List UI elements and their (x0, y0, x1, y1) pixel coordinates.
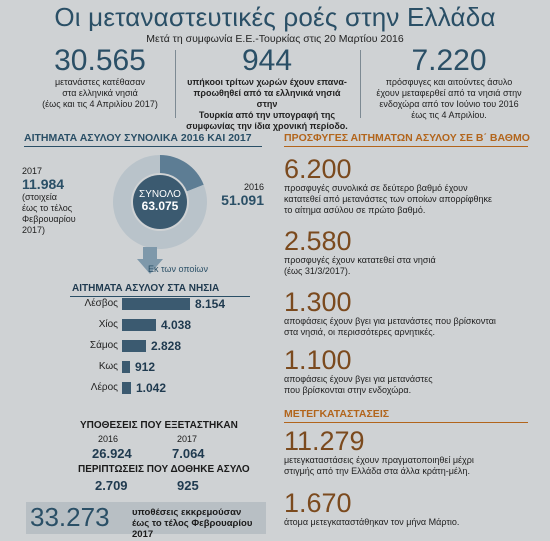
relocation-text: στιγμής από την Ελλάδα στα άλλα κράτη-μέλη. (284, 466, 470, 476)
top-stat-2-line: συμφωνίας την ίδια χρονική περίοδο. (186, 121, 348, 131)
bar-label-Κως: Κως (98, 361, 118, 372)
examined-value-2017: 7.064 (172, 446, 205, 461)
pending-text: έως το τέλος Φεβρουαρίου 2017 (132, 518, 253, 540)
top-stat-1-line: μετανάστες κατέθασαν (54, 77, 146, 87)
pending-text: υποθέσεις εκκρεμούσαν (132, 507, 242, 518)
appeal-number: 1.100 (284, 345, 352, 375)
top-stat-3-line: ενδοχώρα από τον Ιούνιο του 2016 (379, 99, 519, 109)
relocation-text: άτομα μετεγκαταστάθηκαν τον μήνα Μάρτιο. (284, 517, 460, 527)
relocation-text: μετεγκαταστάσεις έχουν πραγματοποιηθεί μέχρι (284, 455, 474, 465)
asylum-2017-year: 2017 (22, 166, 43, 176)
top-stat-2-number: 944 (241, 44, 293, 77)
appeal-number: 6.200 (284, 154, 352, 184)
appeal-number: 2.580 (284, 226, 352, 256)
top-stat-1-line: στα ελληνικά νησιά (62, 88, 138, 98)
appeals-header-rule (284, 146, 528, 147)
page-title: Οι μεταναστευτικές ροές στην Ελλάδα (54, 2, 496, 32)
appeal-text: αποφάσεις έχουν βγει για μετανάστες που βρίσκονται (284, 316, 496, 326)
top-stat-1 (30, 46, 170, 110)
granted-header: ΠΕΡΙΠΤΩΣΕΙΣ ΠΟΥ ΔΟΘΗΚΕ ΑΣΥΛΟ (78, 464, 250, 475)
examined-header: ΥΠΟΘΕΣΕΙΣ ΠΟΥ ΕΞΕΤΑΣΤΗΚΑΝ (80, 420, 238, 431)
bar-value-Σάμος: 2.828 (151, 339, 182, 353)
pending-number: 33.273 (30, 502, 110, 532)
asylum-2017-note: 2017) (22, 225, 46, 235)
page-subtitle: Μετά τη συμφωνία Ε.Ε.-Τουρκίας στις 20 Μαρτίου 2016 (146, 33, 404, 45)
relocations-header: ΜΕΤΕΓΚΑΤΑΣΤΑΣΕΙΣ (284, 408, 390, 420)
appeal-text: προσφυγές συνολικά σε δεύτερο βαθμό έχουν (284, 183, 468, 193)
asylum-2017-note: Φεβρουαρίου (22, 214, 76, 224)
top-stat-2-line: Τουρκία από την υπογραφή της (198, 110, 336, 120)
bar-label-Λέσβος: Λέσβος (84, 298, 118, 309)
bar-Σάμος (122, 340, 146, 352)
granted-value-2017: 925 (177, 478, 199, 493)
bar-Λέσβος (122, 298, 190, 310)
divider (360, 50, 361, 118)
relocation-number: 11.279 (284, 426, 365, 456)
bar-label-Σάμος: Σάμος (89, 340, 118, 351)
bar-value-Λέσβος: 8.154 (195, 297, 226, 311)
top-stat-3-line: έως τις 4 Απριλίου. (411, 110, 487, 120)
top-stat-1-line: (έως και τις 4 Απριλίου 2017) (42, 99, 158, 109)
top-stat-2 (182, 46, 352, 132)
relocation-number: 1.670 (284, 488, 352, 518)
appeals-header: ΠΡΟΣΦΥΓΕΣ ΑΙΤΗΜΑΤΩΝ ΑΣΥΛΟΥ ΣΕ Β΄ ΒΑΘΜΟ (284, 132, 530, 144)
bar-label-Χίος: Χίος (98, 319, 118, 330)
appeal-item (284, 347, 534, 396)
appeal-text: το αίτημα ασύλου σε πρώτο βαθμό. (284, 205, 426, 215)
bar-value-Λέρος: 1.042 (136, 381, 167, 395)
asylum-2017-note: (στοιχεία (22, 192, 57, 202)
top-stat-3-line: έχουν μεταφερθεί από τα νησιά στην (376, 88, 522, 98)
appeal-item (284, 228, 534, 277)
relocation-item (284, 490, 534, 528)
examined-year-2016: 2016 (98, 434, 119, 444)
appeal-text: που βρίσκονται στην ενδοχώρα. (284, 385, 412, 395)
islands-header: ΑΙΤΗΜΑΤΑ ΑΣΥΛΟΥ ΣΤΑ ΝΗΣΙΑ (72, 283, 220, 294)
bar-value-Κως: 912 (135, 360, 156, 374)
top-stat-3-number: 7.220 (411, 44, 487, 77)
appeal-text: στα νησιά, οι περισσότερες αρνητικές. (284, 327, 436, 337)
asylum-2016-value: 51.091 (221, 192, 264, 208)
appeal-number: 1.300 (284, 287, 352, 317)
top-stat-3-line: πρόσφυγες και αιτούντες άσυλο (385, 77, 513, 87)
appeal-item (284, 156, 534, 216)
bar-Λέρος (122, 382, 131, 394)
divider (175, 50, 176, 118)
header-rule (24, 146, 262, 147)
granted-value-2016: 2.709 (95, 478, 128, 493)
examined-value-2016: 26.924 (92, 446, 132, 461)
arrow-label: Εκ των οποίων (148, 264, 208, 274)
appeal-text: αποφάσεις έχουν βγει για μετανάστες (284, 374, 433, 384)
pending-box (26, 502, 266, 540)
bar-Κως (122, 361, 130, 373)
appeal-text: (έως 31/3/2017). (284, 266, 351, 276)
bar-label-Λέρος: Λέρος (90, 382, 118, 393)
asylum-2017-note: έως το τέλος (22, 203, 73, 213)
appeal-text: κατατεθεί από μετανάστες των οποίων απορρίφθηκε (284, 194, 493, 204)
asylum-donut-chart (100, 150, 220, 250)
appeal-text: προσφυγές έχουν κατατεθεί στα νησιά (284, 255, 436, 265)
relocations-header-rule (284, 422, 528, 423)
asylum-total-header: ΑΙΤΗΜΑΤΑ ΑΣΥΛΟΥ ΣΥΝΟΛΙΚΑ 2016 ΚΑΙ 2017 (24, 132, 252, 144)
relocation-item (284, 428, 534, 477)
asylum-2017-value: 11.984 (22, 176, 65, 192)
asylum-2016-block (204, 182, 264, 208)
examined-year-2017: 2017 (177, 434, 198, 444)
top-stat-1-number: 30.565 (54, 44, 146, 77)
bar-Χίος (122, 319, 156, 331)
top-stat-2-line: υπήκοοι τρίτων χωρών έχουν επανα- (187, 77, 347, 87)
top-stat-3 (364, 46, 534, 121)
donut-center-value: 63.075 (141, 199, 179, 213)
appeal-item (284, 289, 534, 338)
donut-center-label: ΣΥΝΟΛΟ (139, 189, 181, 200)
bar-value-Χίος: 4.038 (161, 318, 192, 332)
asylum-2016-year: 2016 (243, 182, 264, 192)
top-stat-2-line: προωθηθεί από τα ελληνικά νησιά στην (193, 88, 341, 109)
asylum-2017-block (22, 166, 92, 236)
